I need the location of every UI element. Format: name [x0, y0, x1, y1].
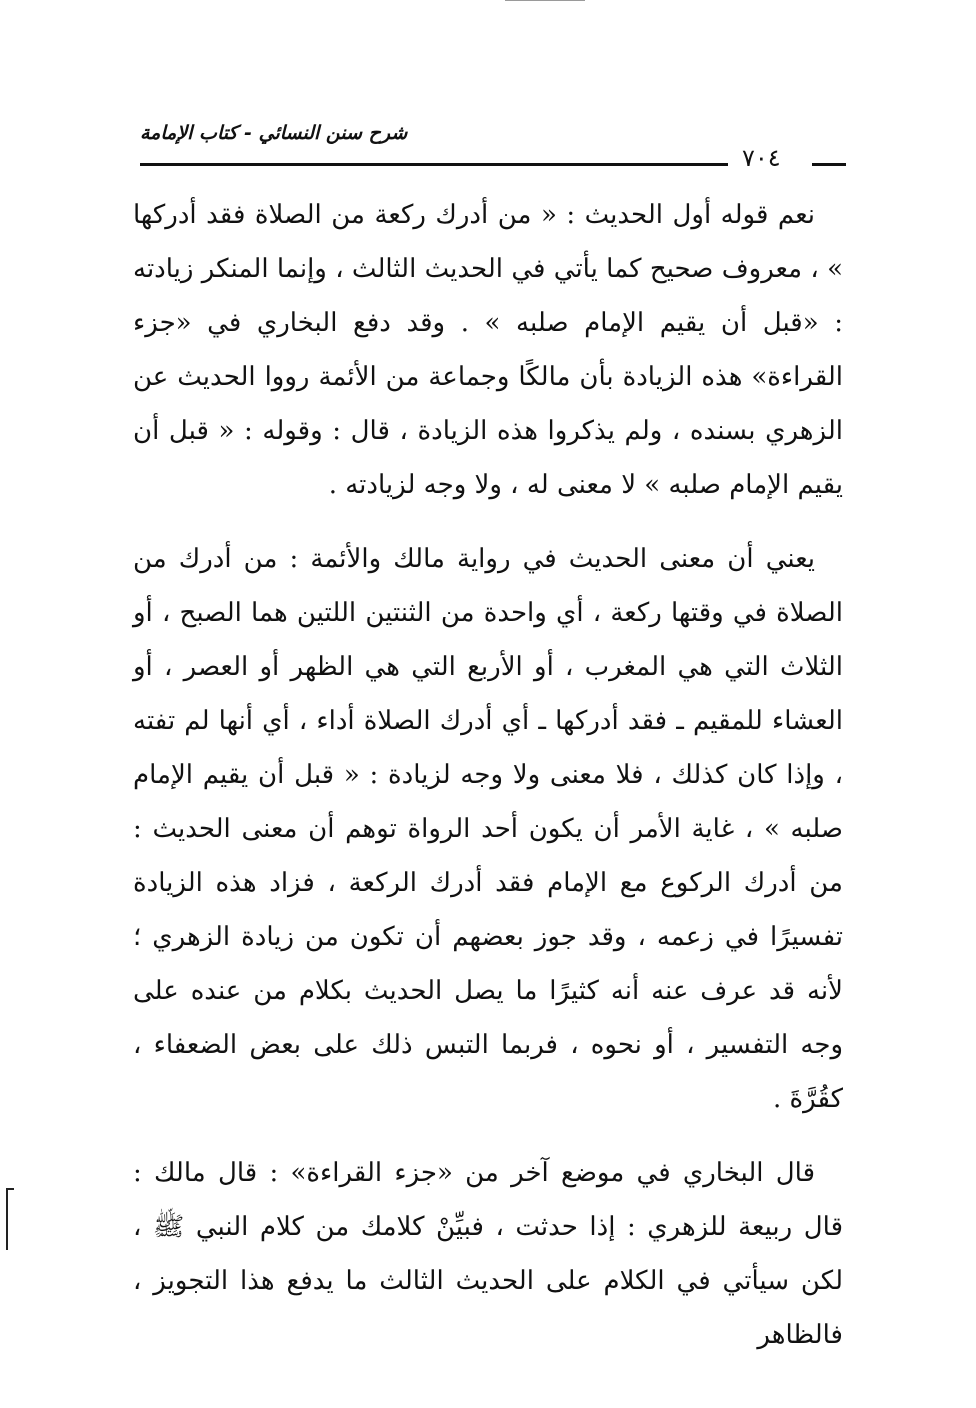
header-rule-short	[812, 163, 846, 166]
paragraph-3: قال البخاري في موضع آخر من «جزء القراءة» : قال مالك : قال ربيعة للزهري : إذا حدثت ، فبيِّنْ كلامك من كلام النبي ﷺ ، لكن سيأتي في الكلام على الحديث الثالث ما يدفع هذا التجويز ، فالظاهر	[133, 1158, 843, 1350]
header-rule	[140, 163, 728, 166]
margin-scan-tick	[6, 1188, 14, 1190]
paragraph-2: يعني أن معنى الحديث في رواية مالك والأئمة : من أدرك من الصلاة في وقتها ركعة ، أي واحدة من الثنتين اللتين هما الصبح ، أو الثلاث التي هي المغرب ، أو الأربع التي هي الظهر أو العصر ، أو العشاء للمقيم ـ فقد أدركها ـ أي أدرك الصلاة أداء ، أي أنها لم تفته ، وإذا كان كذلك ، فلا معنى ولا وجه لزيادة : « قبل أن يقيم الإمام صلبه » ، غاية الأمر أن يكون أحد الرواة توهم أن معنى الحديث : من أدرك الركوع مع الإمام فقد أدرك الركعة ، فزاد هذه الزيادة تفسيرًا في زعمه ، وقد جوز بعضهم أن تكون من زيادة الزهري ؛ لأنه قد عرف عنه أنه كثيرًا ما يصل الحديث بكلام من عنده على وجه التفسير ، أو نحوه ، فربما التبس ذلك على بعض الضعفاء ، كقُرَّةَ .	[133, 544, 843, 1114]
body-text	[133, 188, 843, 1382]
header-title: شرح سنن النسائي - كتاب الإمامة	[140, 122, 408, 144]
page-number: ٧٠٤	[742, 144, 781, 172]
running-header	[130, 120, 850, 180]
top-edge-mark	[505, 0, 585, 1]
margin-scan-mark	[6, 1188, 8, 1250]
paragraph-1: نعم قوله أول الحديث : « من أدرك ركعة من الصلاة فقد أدركها » ، معروف صحيح كما يأتي في الحديث الثالث ، وإنما المنكر زيادته : «قبل أن يقيم الإمام صلبه » . وقد دفع البخاري في «جزء القراءة» هذه الزيادة بأن مالكًا وجماعة من الأئمة رووا الحديث عن الزهري بسنده ، ولم يذكروا هذه الزيادة ، قال : وقوله : « قبل أن يقيم الإمام صلبه » لا معنى له ، ولا وجه لزيادته .	[133, 200, 843, 500]
